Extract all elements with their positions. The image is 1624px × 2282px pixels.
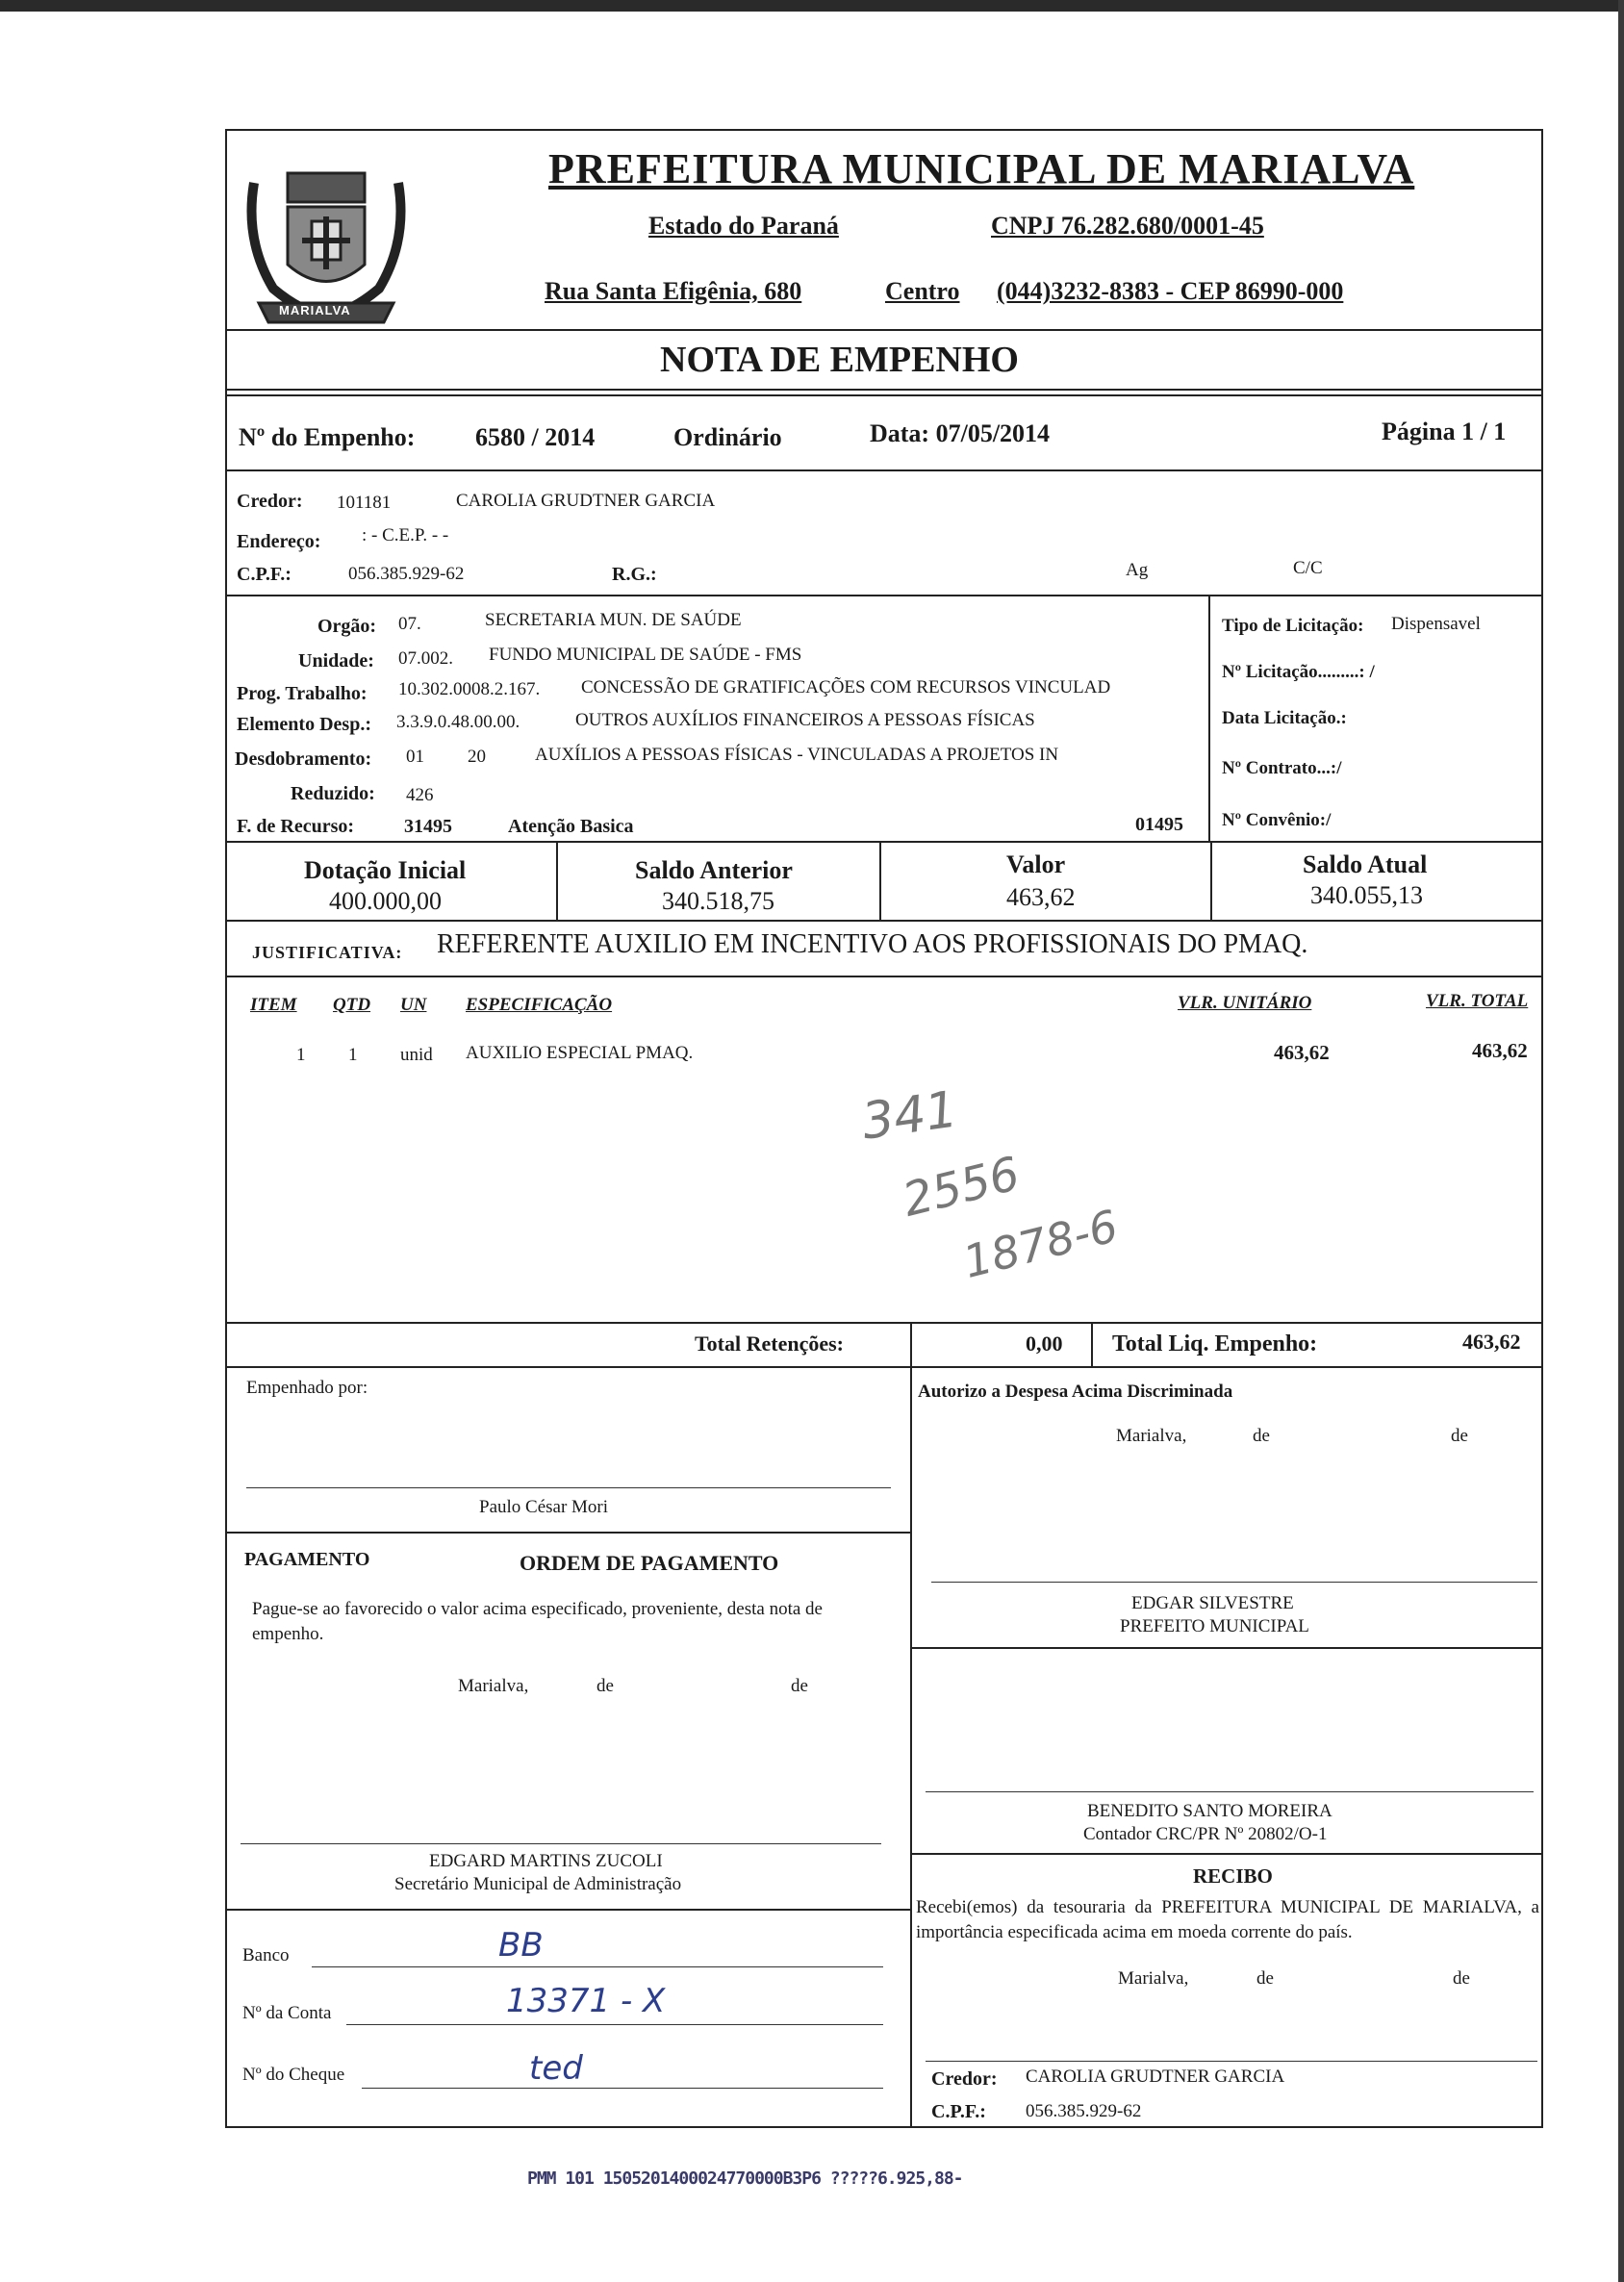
divider [910,1322,912,1366]
numero-convenio: Nº Convênio:/ [1222,810,1332,830]
desdobramento-name: AUXÍLIOS A PESSOAS FÍSICAS - VINCULADAS A PROJETOS IN [535,745,1059,765]
empenho-number: 6580 / 2014 [475,423,596,451]
tipo-licitacao-value: Dispensavel [1391,614,1481,634]
dotacao-value: 400.000,00 [329,887,442,915]
col-header-un: UN [400,995,427,1015]
footer-processing-code: PMM 101 1505201400024770000B3P6 ?????6.925,88- [527,2168,963,2189]
liquido-value: 463,62 [1462,1330,1521,1354]
prog-name: CONCESSÃO DE GRATIFICAÇÕES COM RECURSOS VINCULAD [581,677,1111,697]
divider [225,1366,1543,1368]
divider [1208,595,1210,841]
recibo-credor-label: Credor: [931,2068,998,2090]
recibo-city: Marialva, [1118,1968,1189,1989]
banco-label: Banco [242,1945,290,1965]
credor-name: CAROLIA GRUDTNER GARCIA [456,491,716,511]
conta-label: Nº da Conta [242,2003,332,2023]
cc-label: C/C [1293,558,1323,578]
justificativa-text: REFERENTE AUXILIO EM INCENTIVO AOS PROFISSIONAIS DO PMAQ. [437,929,1308,959]
retencoes-value: 0,00 [1026,1331,1063,1356]
prog-label: Prog. Trabalho: [237,683,368,704]
cpf-label: C.P.F.: [237,564,292,585]
divider [225,1532,910,1534]
endereco-value: : - C.E.P. - - [362,525,449,545]
autorizo-city: Marialva, [1116,1426,1187,1446]
district: Centro [885,277,960,305]
pagamento-label: PAGAMENTO [244,1549,370,1570]
valor-value: 463,62 [1006,883,1076,911]
divider [225,1909,910,1911]
col-header-vlr-total: VLR. TOTAL [1426,991,1529,1011]
desdobramento-label: Desdobramento: [235,748,372,770]
handwritten-note: 1878-6 [957,1200,1124,1288]
cnpj: CNPJ 76.282.680/0001-45 [991,212,1264,240]
unidade-name: FUNDO MUNICIPAL DE SAÚDE - FMS [489,645,802,665]
unidade-code: 07.002. [398,648,453,669]
endereco-label: Endereço: [237,531,321,552]
recibo-de-2: de [1453,1968,1470,1989]
pagamento-de-2: de [791,1676,808,1696]
cheque-label: Nº do Cheque [242,2065,345,2085]
recibo-cpf-value: 056.385.929-62 [1026,2101,1142,2121]
prog-code: 10.302.0008.2.167. [398,679,541,699]
signature-line [241,1843,881,1844]
item-row-qtd: 1 [348,1045,358,1065]
recibo-credor-name: CAROLIA GRUDTNER GARCIA [1026,2066,1285,2087]
divider [225,841,1543,843]
divider [910,1647,1543,1649]
recurso-code: 31495 [404,816,452,837]
input-line [346,2024,883,2025]
divider [225,389,1543,391]
divider [225,1322,1543,1324]
credor-label: Credor: [237,491,303,512]
item-row-unit: 463,62 [1274,1041,1330,1064]
recibo-label: RECIBO [1193,1864,1273,1888]
orgao-code: 07. [398,614,421,634]
input-line [312,1966,883,1967]
desdobramento-code-1: 01 [406,747,424,767]
signature-line [931,1582,1537,1583]
recibo-text: Recebi(emos) da tesouraria da PREFEITURA MUNICIPAL DE MARIALVA, a importância especificada acima em moeda corrente do país. [916,1897,1539,1942]
ag-label: Ag [1126,560,1149,580]
signature-line [926,1791,1534,1792]
page-number: Página 1 / 1 [1382,418,1507,445]
elemento-code: 3.3.9.0.48.00.00. [396,712,520,732]
data-licitacao: Data Licitação.: [1222,708,1347,728]
credor-code: 101181 [337,493,392,513]
item-row-item: 1 [296,1045,306,1065]
crest-banner-text: MARIALVA [279,303,351,317]
cpf-value: 056.385.929-62 [348,564,465,584]
pagamento-text: Pague-se ao favorecido o valor acima especificado, proveniente, desta nota de empenho. [252,1599,823,1644]
orgao-name: SECRETARIA MUN. DE SAÚDE [485,610,742,630]
col-header-qtd: QTD [333,995,371,1015]
divider [910,1366,912,2128]
divider [1091,1322,1093,1366]
elemento-name: OUTROS AUXÍLIOS FINANCEIROS A PESSOAS FÍSICAS [575,710,1035,730]
divider [225,329,1543,331]
contador-role: Contador CRC/PR Nº 20802/O-1 [1083,1824,1328,1844]
divider [1210,841,1212,920]
saldo-anterior-label: Saldo Anterior [635,856,793,884]
divider [225,595,1543,596]
dotacao-label: Dotação Inicial [304,856,467,884]
numero-contrato: Nº Contrato...:/ [1222,758,1342,778]
recibo-cpf-label: C.P.F.: [931,2101,986,2122]
autorizo-de-2: de [1451,1426,1468,1446]
pagamento-de-1: de [596,1676,614,1696]
secretario-role: Secretário Municipal de Administração [394,1874,682,1894]
autorizo-de-1: de [1253,1426,1270,1446]
divider [879,841,881,920]
numero-licitacao: Nº Licitação.........: / [1222,662,1375,682]
empenho-number-label: Nº do Empenho: [239,423,416,451]
tipo-licitacao-label: Tipo de Licitação: [1222,616,1364,636]
item-row-spec: AUXILIO ESPECIAL PMAQ. [466,1043,694,1063]
divider [225,976,1543,977]
divider [225,394,1543,396]
signature-line [926,2061,1537,2062]
col-header-vlr-unitario: VLR. UNITÁRIO [1178,993,1312,1013]
signature-line [246,1487,891,1488]
cheque-value: ted [529,2049,583,2088]
empenho-date: Data: 07/05/2014 [870,419,1051,447]
handwritten-note: 341 [858,1080,961,1152]
desdobramento-code-2: 20 [468,747,486,767]
street-address: Rua Santa Efigênia, 680 [545,277,802,305]
saldo-atual-value: 340.055,13 [1310,881,1423,909]
rg-label: R.G.: [612,564,657,585]
phone-cep: (044)3232-8383 - CEP 86990-000 [997,277,1344,305]
recibo-de-1: de [1256,1968,1274,1989]
document-title: NOTA DE EMPENHO [660,340,1019,380]
unidade-label: Unidade: [298,650,374,672]
scan-edge-top [0,0,1624,12]
divider [910,1853,1543,1855]
item-row-un: unid [400,1045,433,1065]
municipality-title: PREFEITURA MUNICIPAL DE MARIALVA [548,145,1415,192]
divider [556,841,558,920]
banco-value: BB [498,1926,544,1965]
contador-name: BENEDITO SANTO MOREIRA [1087,1801,1332,1821]
scan-edge-right [1618,0,1624,2282]
secretario-name: EDGARD MARTINS ZUCOLI [429,1851,663,1871]
recurso-label: F. de Recurso: [237,816,355,837]
justificativa-label: JUSTIFICATIVA: [252,943,403,962]
empenhado-label: Empenhado por: [246,1378,368,1398]
recurso-name: Atenção Basica [508,816,634,837]
liquido-label: Total Liq. Empenho: [1112,1331,1318,1357]
reduzido-label: Reduzido: [291,783,375,804]
col-header-especificacao: ESPECIFICAÇÃO [466,995,613,1015]
elemento-label: Elemento Desp.: [237,714,371,735]
recurso-code-2: 01495 [1135,814,1183,835]
valor-label: Valor [1006,850,1066,878]
ordem-pagamento-label: ORDEM DE PAGAMENTO [520,1551,779,1575]
prefeito-name: EDGAR SILVESTRE [1131,1593,1294,1613]
empenhado-name: Paulo César Mori [479,1497,609,1517]
empenho-type: Ordinário [673,423,782,451]
divider [225,469,1543,471]
reduzido-value: 426 [406,785,434,805]
prefeito-role: PREFEITO MUNICIPAL [1120,1616,1309,1636]
divider [225,920,1543,922]
input-line [362,2088,883,2089]
handwritten-note: 2556 [898,1147,1026,1228]
col-header-item: ITEM [250,995,297,1015]
state-name: Estado do Paraná [648,212,839,240]
autorizo-label: Autorizo a Despesa Acima Discriminada [918,1382,1233,1402]
saldo-anterior-value: 340.518,75 [662,887,774,915]
saldo-atual-label: Saldo Atual [1303,850,1428,878]
pagamento-city: Marialva, [458,1676,529,1696]
retencoes-label: Total Retenções: [695,1331,844,1356]
conta-value: 13371 - X [506,1982,666,2020]
orgao-label: Orgão: [317,616,377,637]
item-row-total: 463,62 [1472,1039,1528,1062]
